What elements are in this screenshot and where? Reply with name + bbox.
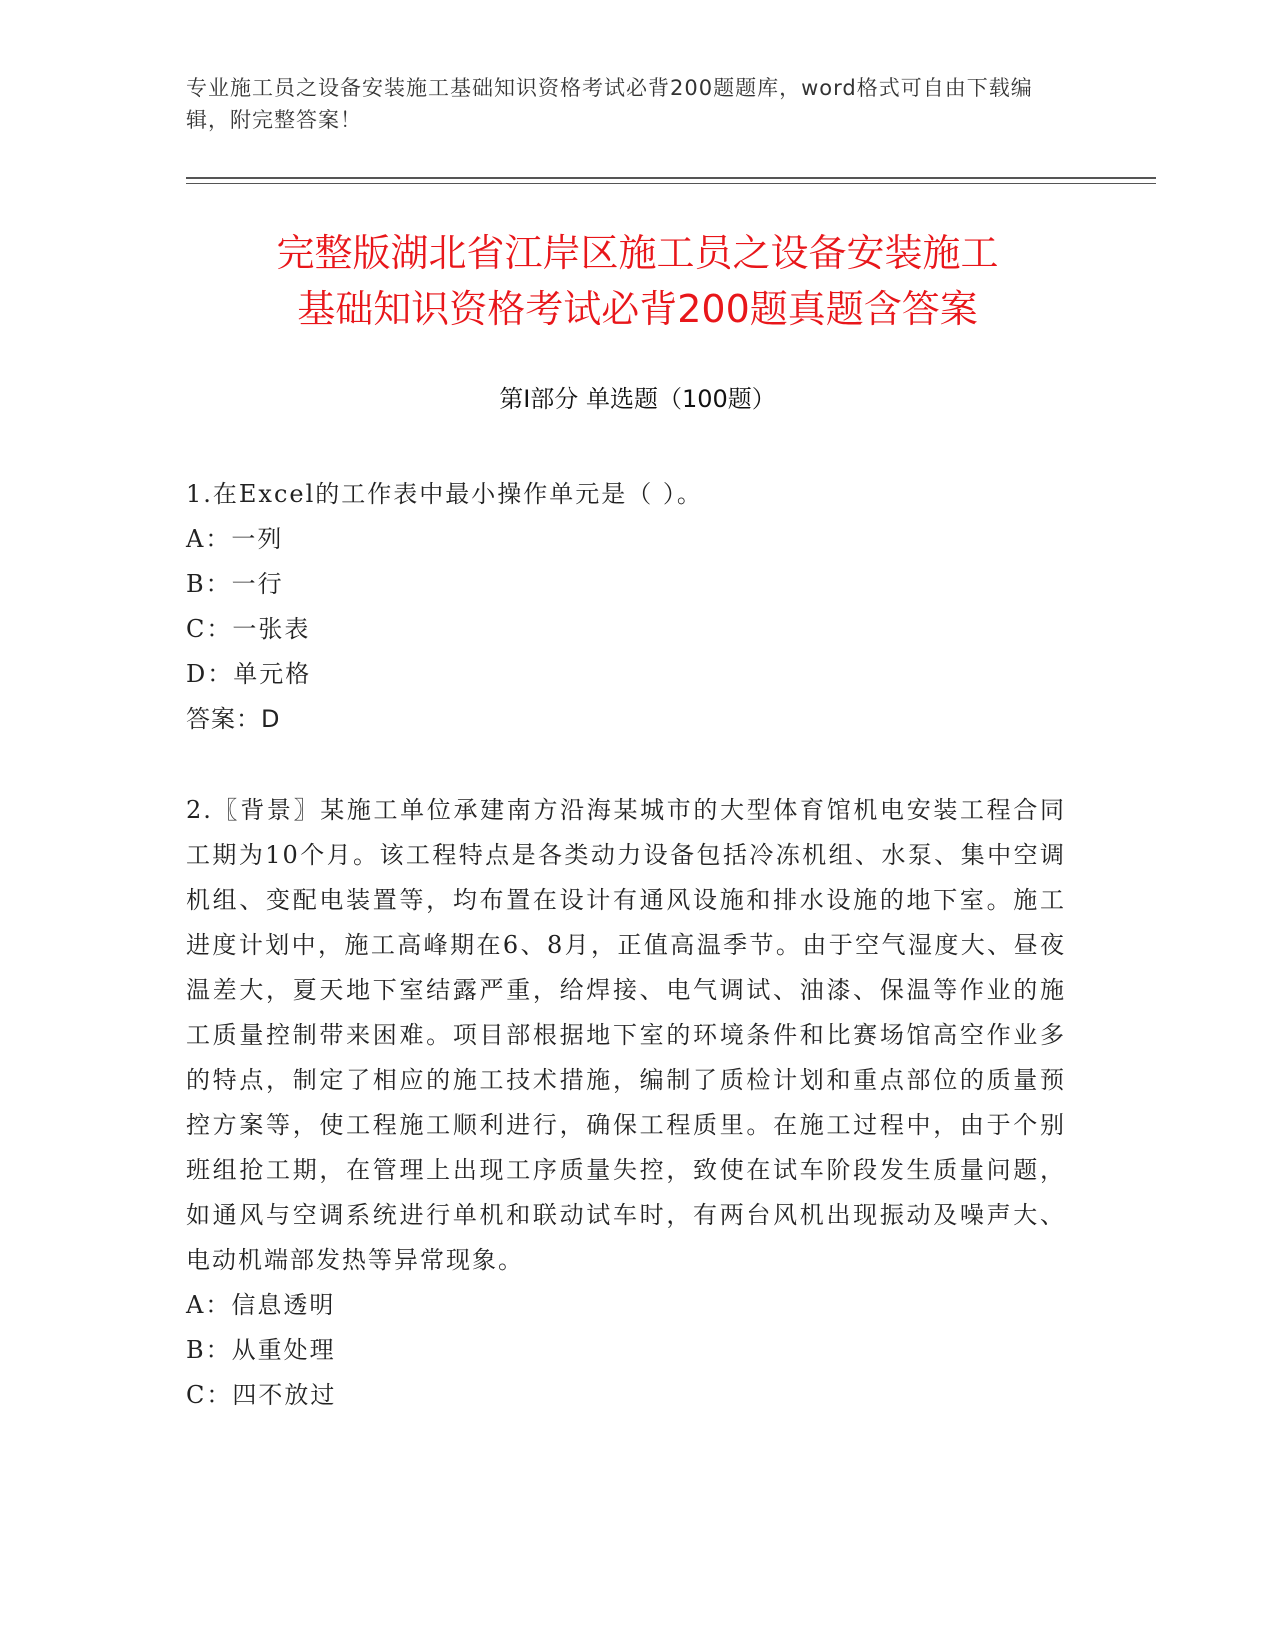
question-list bbox=[186, 472, 1066, 1418]
question-spacer bbox=[186, 742, 1066, 788]
header-divider-thin bbox=[186, 183, 1156, 184]
question-stem: 1.在Excel的工作表中最小操作单元是（ ）。 bbox=[186, 480, 703, 508]
option-a: A：信息透明 bbox=[186, 1291, 336, 1319]
answer-text: 答案：D bbox=[186, 705, 281, 733]
title-line-1: 完整版湖北省江岸区施工员之设备安装施工 bbox=[276, 231, 999, 275]
option-d: D：单元格 bbox=[186, 660, 312, 688]
option-b: B：从重处理 bbox=[186, 1336, 336, 1364]
option-b: B：一行 bbox=[186, 570, 284, 598]
question-1 bbox=[186, 472, 1066, 742]
header-divider-thick bbox=[186, 177, 1156, 179]
question-2 bbox=[186, 788, 1066, 1418]
section-title: 第Ⅰ部分 单选题（100题） bbox=[499, 385, 776, 413]
question-stem: 2.〖背景〗某施工单位承建南方沿海某城市的大型体育馆机电安装工程合同工期为10个月。该工程特点是各类动力设备包括冷冻机组、水泵、集中空调机组、变配电装置等，均布置在设计有通风设施和排水设施的地下室。施工进度计划中，施工高峰期在6、8月，正值高温季节。由于空气湿度大、昼夜温差大，夏天地下室结露严重，给焊接、电气调试、油漆、保温等作业的施工质量控制带来困难。项目部根据地下室的环境条件和比赛场馆高空作业多的特点，制定了相应的施工技术措施，编制了质检计划和重点部位的质量预控方案等，使工程施工顺利进行，确保工程质里。在施工过程中，由于个别班组抢工期，在管理上出现工序质量失控，致使在试车阶段发生质量问题，如通风与空调系统进行单机和联动试车时，有两台风机出现振动及噪声大、电动机端部发热等异常现象。 bbox=[186, 796, 1066, 1274]
option-c: C：一张表 bbox=[186, 615, 311, 643]
title-line-2: 基础知识资格考试必背200题真题含答案 bbox=[297, 287, 978, 331]
option-c: C：四不放过 bbox=[186, 1381, 337, 1409]
document-title bbox=[150, 225, 1125, 337]
option-a: A：一列 bbox=[186, 525, 284, 553]
header-note: 专业施工员之设备安装施工基础知识资格考试必背200题题库，word格式可自由下载编辑，附完整答案！ bbox=[186, 76, 1033, 132]
